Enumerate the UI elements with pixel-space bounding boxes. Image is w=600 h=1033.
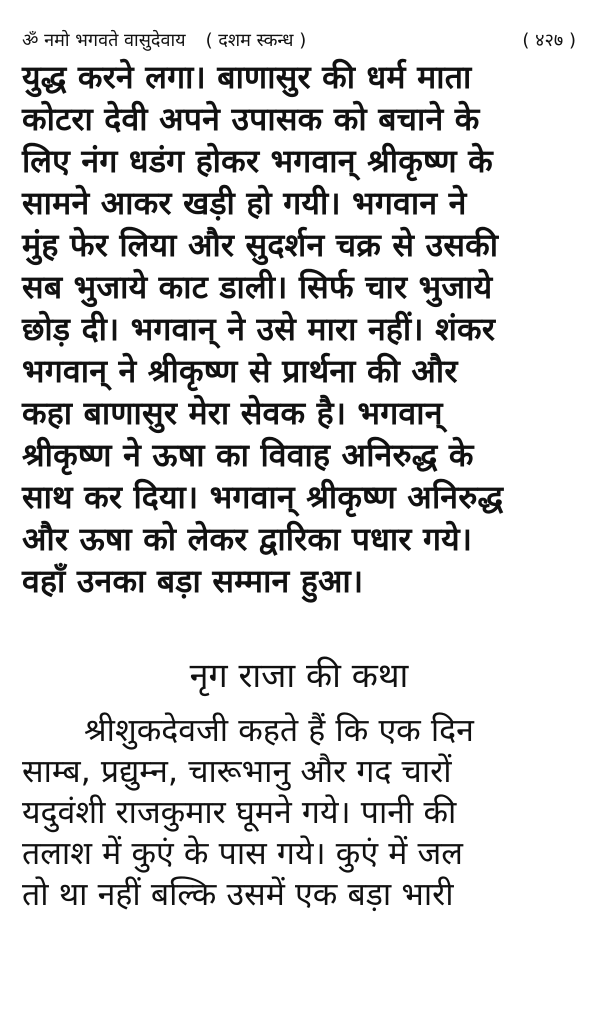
text-line: लिए नंग धडंग होकर भगवान् श्रीकृष्ण के [22, 142, 493, 180]
text-line: मुंह फेर लिया और सुदर्शन चक्र से उसकी [22, 226, 499, 264]
text-line: श्रीशुकदेवजी कहते हैं कि एक दिन [84, 711, 474, 749]
header-left [22, 28, 306, 54]
text-line: कहा बाणासुर मेरा सेवक है। भगवान् [22, 394, 443, 432]
page-number: ( ४२७ ) [522, 30, 576, 51]
text-line: वहाँ उनका बड़ा सम्मान हुआ। [22, 562, 364, 600]
text-line: तलाश में कुएं के पास गये। कुएं में जल [22, 834, 463, 872]
text-line: श्रीकृष्ण ने ऊषा का विवाह अनिरुद्ध के [22, 436, 474, 474]
text-line: कोटरा देवी अपने उपासक को बचाने के [22, 100, 480, 138]
text-line: छोड़ दी। भगवान् ने उसे मारा नहीं। शंकर [22, 310, 496, 348]
running-title: ॐ नमो भगवते वासुदेवाय [22, 30, 186, 51]
text-line: यदुवंशी राजकुमार घूमने गये। पानी की [22, 793, 457, 831]
text-line: साम्ब, प्रद्युम्न, चारूभानु और गद चारों [22, 752, 452, 790]
text-line: तो था नहीं बल्कि उसमें एक बड़ा भारी [22, 875, 454, 913]
text-line: सामने आकर खड़ी हो गयी। भगवान ने [22, 184, 467, 222]
text-line: साथ कर दिया। भगवान् श्रीकृष्ण अनिरुद्ध [22, 478, 504, 516]
text-line: और ऊषा को लेकर द्वारिका पधार गये। [22, 520, 473, 558]
section-name: ( दशम स्कन्ध ) [205, 30, 307, 51]
paragraph-2 [22, 710, 576, 915]
text-line: भगवान् ने श्रीकृष्ण से प्रार्थना की और [22, 352, 458, 390]
text-line: सब भुजाये काट डाली। सिर्फ चार भुजाये [22, 268, 493, 306]
paragraph-1 [22, 56, 576, 602]
text-line: युद्ध करने लगा। बाणासुर की धर्म माता [22, 58, 472, 96]
page-header [22, 28, 576, 54]
section-title: नृग राजा की कथा [189, 656, 409, 696]
